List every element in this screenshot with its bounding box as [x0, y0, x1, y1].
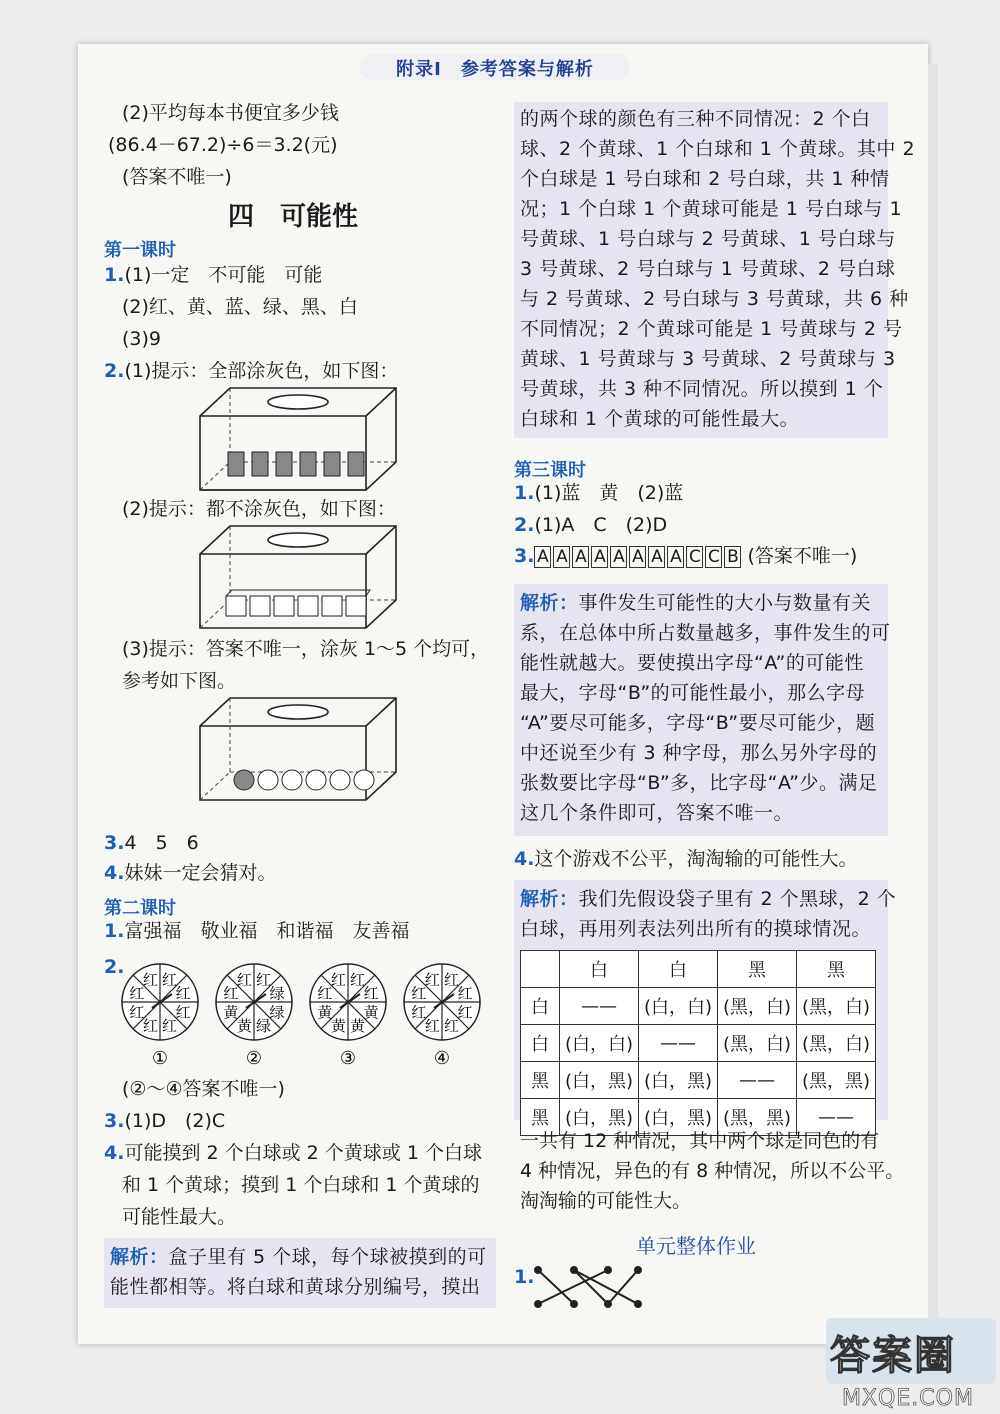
- running-header: [350, 52, 640, 82]
- spinner-figures: [118, 950, 490, 1070]
- answer-text: (1)提示：全部涂灰色，如下图：: [124, 360, 399, 382]
- sector-label: 红: [142, 970, 158, 989]
- question-number: 4.: [514, 848, 535, 870]
- spinner-label: ①: [151, 1048, 169, 1069]
- analysis-line: 张数要比字母“B”多，比字母“A”少。满足: [520, 772, 878, 794]
- question-number: 1.: [104, 920, 125, 942]
- table-cell: (白，黑): [560, 1099, 639, 1136]
- sector-label: 红: [330, 970, 346, 989]
- table-cell: ——: [718, 1062, 797, 1099]
- table-cell: ——: [560, 988, 639, 1025]
- sector-label: 绿: [269, 984, 285, 1003]
- header-title: 附录Ⅰ 参考答案与解析: [396, 59, 594, 80]
- letter-card: A: [553, 546, 570, 568]
- table-cell: (黑，黑): [797, 1062, 876, 1099]
- analysis-label: 解析：: [520, 592, 579, 614]
- answer-line: (86.4－67.2)÷6＝3.2(元): [108, 134, 338, 156]
- answer-text: (1)一定 不可能 可能: [124, 264, 323, 286]
- analysis-label: 解析：: [520, 888, 579, 910]
- spinner: [216, 964, 292, 1069]
- analysis-line: 这几个条件即可，答案不唯一。: [520, 802, 794, 824]
- analysis-line: 的两个球的颜色有三种不同情况：2 个白: [520, 108, 871, 130]
- table-row: [521, 1025, 876, 1062]
- answer-line: (2)提示：都不涂灰色，如下图：: [122, 498, 396, 520]
- answer-line: 参考如下图。: [122, 670, 237, 692]
- sector-label: 红: [424, 1017, 440, 1036]
- sector-label: 红: [223, 984, 239, 1003]
- letter-card: A: [629, 546, 646, 568]
- question-number: 4.: [104, 1142, 125, 1164]
- sector-label: 红: [411, 1003, 427, 1022]
- table-cell: (白，黑): [560, 1062, 639, 1099]
- question-4: [104, 1144, 482, 1163]
- page-edge: [928, 64, 938, 1324]
- answer-text: 富强福 敬业福 和谐福 友善福: [124, 920, 410, 942]
- logo-text: 答案圈: [830, 1333, 956, 1379]
- watermark-logo: [818, 1318, 1000, 1414]
- table-cell: ——: [797, 1099, 876, 1136]
- sector-label: 红: [256, 970, 272, 989]
- question-1: [104, 922, 409, 941]
- question-number: 1.: [514, 1266, 535, 1288]
- table-cell: (黑，白): [718, 988, 797, 1025]
- question-number: 3.: [514, 545, 535, 567]
- sector-label: 红: [424, 970, 440, 989]
- lesson-title: 第二课时: [104, 898, 176, 919]
- question-number: 1.: [104, 264, 125, 286]
- analysis-line: [520, 594, 871, 613]
- sector-label: 红: [175, 1003, 191, 1022]
- question-4: [104, 864, 276, 883]
- letter-card: C: [705, 546, 722, 568]
- analysis-line: 能性就越大。要使摸出字母“A”的可能性: [520, 652, 864, 674]
- section-title: 四 可能性: [228, 202, 359, 232]
- conclusion-line: 一共有 12 种情况，其中两个球是同色的有: [520, 1130, 880, 1152]
- analysis-line: 与 2 号黄球、2 号白球与 3 号黄球，共 6 种: [520, 288, 909, 310]
- box-figure-all-gray: [198, 386, 398, 492]
- sector-label: 红: [129, 1003, 145, 1022]
- question-3: [104, 834, 199, 853]
- outcome-table: [520, 950, 876, 1136]
- question-number: 4.: [104, 862, 125, 884]
- analysis-label: 解析：: [110, 1246, 169, 1268]
- answer-text: 妹妹一定会猜对。: [124, 862, 277, 884]
- sector-label: 黄: [236, 1017, 252, 1036]
- sector-label: 红: [129, 984, 145, 1003]
- answer-text: (1)蓝 黄 (2)蓝: [534, 482, 684, 504]
- question-4: [514, 850, 857, 869]
- letter-card: A: [648, 546, 665, 568]
- letter-card: A: [610, 546, 627, 568]
- answer-text: 可能摸到 2 个白球或 2 个黄球或 1 个白球: [124, 1142, 482, 1164]
- answer-line: 可能性最大。: [122, 1206, 237, 1228]
- letter-card: A: [591, 546, 608, 568]
- analysis-line: 况；1 个白球 1 个黄球可能是 1 号白球与 1: [520, 198, 903, 220]
- lesson-title: 第一课时: [104, 240, 176, 261]
- letter-cards: [534, 545, 743, 567]
- conclusion-line: 淘淘输的可能性大。: [520, 1190, 692, 1212]
- table-cell: (白，黑): [639, 1099, 718, 1136]
- answer-text: 4 5 6: [124, 832, 199, 854]
- spinner-label: ④: [433, 1048, 451, 1069]
- analysis-line: 不同情况；2 个黄球可能是 1 号黄球与 2 号: [520, 318, 903, 340]
- question-number: 3.: [104, 1110, 125, 1132]
- sector-label: 红: [350, 970, 366, 989]
- answer-line: (3)9: [122, 328, 162, 350]
- question-1: [104, 266, 322, 285]
- analysis-line: [520, 890, 896, 909]
- table-cell: 白: [521, 1025, 560, 1062]
- sector-label: 黄: [223, 1003, 239, 1022]
- analysis-line: 系，在总体中所占数量越多，事件发生的可: [520, 622, 891, 644]
- lesson-title: 第三课时: [514, 460, 586, 481]
- table-cell: ——: [639, 1025, 718, 1062]
- question-2: [104, 362, 398, 381]
- question-number: 3.: [104, 832, 125, 854]
- sector-label: 黄: [363, 1003, 379, 1022]
- analysis-text: 盒子里有 5 个球，每个球被摸到的可: [168, 1246, 487, 1268]
- letter-card: C: [686, 546, 703, 568]
- question-number: 2.: [514, 514, 535, 536]
- answer-line: (2)红、黄、蓝、绿、黑、白: [122, 296, 358, 318]
- table-cell: (黑，白): [718, 1025, 797, 1062]
- table-cell: 白: [521, 988, 560, 1025]
- analysis-line: 球、2 个黄球、1 个白球和 1 个黄球。其中 2: [520, 138, 916, 160]
- question-3: [104, 1112, 225, 1131]
- unit-question-1: [514, 1268, 534, 1287]
- analysis-text: 我们先假设袋子里有 2 个黑球，2 个: [578, 888, 897, 910]
- answer-text: (1)D (2)C: [124, 1110, 226, 1132]
- table-cell: (白，白): [560, 1025, 639, 1062]
- table-header-row: [521, 951, 876, 988]
- question-2: [514, 516, 667, 535]
- spinner: [310, 964, 386, 1069]
- answer-note: (答案不唯一): [747, 545, 858, 567]
- letter-card: A: [534, 546, 551, 568]
- answer-text: 这个游戏不公平，淘淘输的可能性大。: [534, 848, 858, 870]
- sector-label: 红: [457, 984, 473, 1003]
- spinner-label: ②: [245, 1048, 263, 1069]
- sector-label: 红: [444, 970, 460, 989]
- box-figure-one-gray: [198, 696, 398, 802]
- sector-label: 绿: [269, 1003, 285, 1022]
- answer-text: (1)A C (2)D: [534, 514, 668, 536]
- answer-line: (②～④答案不唯一): [122, 1078, 285, 1100]
- analysis-line: 个白球是 1 号白球和 2 号白球，共 1 种情: [520, 168, 890, 190]
- table-cell: (黑，白): [797, 1025, 876, 1062]
- answer-line: 和 1 个黄球；摸到 1 个白球和 1 个黄球的: [122, 1174, 480, 1196]
- box-figure-no-gray: [198, 524, 398, 630]
- sector-label: 红: [162, 1017, 178, 1036]
- sector-label: 红: [236, 970, 252, 989]
- question-number: 2.: [104, 360, 125, 382]
- analysis-line: 能性都相等。将白球和黄球分别编号，摸出: [110, 1276, 481, 1298]
- spinner-label: ③: [339, 1048, 357, 1069]
- analysis-line: [110, 1248, 487, 1267]
- spinner: [122, 964, 198, 1069]
- sector-label: 黄: [350, 1017, 366, 1036]
- sector-label: 红: [142, 1017, 158, 1036]
- table-cell: (黑，黑): [718, 1099, 797, 1136]
- sector-label: 绿: [256, 1017, 272, 1036]
- question-number: 2.: [104, 956, 125, 978]
- analysis-line: 号黄球、1 号白球与 2 号黄球、1 号白球与: [520, 228, 896, 250]
- sector-label: 红: [317, 984, 333, 1003]
- letter-card: A: [667, 546, 684, 568]
- table-cell: 黑: [521, 1062, 560, 1099]
- analysis-line: 号黄球，共 3 种不同情况。所以摸到 1 个: [520, 378, 884, 400]
- analysis-line: “A”要尽可能多，字母“B”要尽可能少，题: [520, 712, 876, 734]
- question-number: 1.: [514, 482, 535, 504]
- question-1: [514, 484, 683, 503]
- analysis-line: 3 号黄球、2 号白球与 1 号黄球、2 号白球: [520, 258, 896, 280]
- table-cell: (黑，白): [797, 988, 876, 1025]
- sector-label: 黄: [317, 1003, 333, 1022]
- table-row: [521, 988, 876, 1025]
- table-header-cell: 黑: [797, 951, 876, 988]
- analysis-line: 白球，再用列表法列出所有的摸球情况。: [520, 918, 872, 940]
- question-3: [514, 546, 857, 568]
- answer-line: (3)提示：答案不唯一，涂灰 1～5 个均可，: [122, 638, 490, 660]
- answer-line: (答案不唯一): [122, 166, 232, 188]
- answer-line: (2)平均每本书便宜多少钱: [122, 102, 339, 124]
- unit-title: 单元整体作业: [636, 1234, 756, 1258]
- table-header-cell: 白: [560, 951, 639, 988]
- sector-label: 红: [444, 1017, 460, 1036]
- sector-label: 红: [457, 1003, 473, 1022]
- table-cell: (白，黑): [639, 1062, 718, 1099]
- analysis-line: 中还说至少有 3 种字母，那么另外字母的: [520, 742, 878, 764]
- spinner: [404, 964, 480, 1069]
- matching-lines-figure: [534, 1266, 644, 1310]
- analysis-line: 黄球、1 号黄球与 3 号黄球、2 号黄球与 3: [520, 348, 896, 370]
- conclusion-line: 4 种情况，异色的有 8 种情况，所以不公平。: [520, 1160, 905, 1182]
- table-row: [521, 1062, 876, 1099]
- sector-label: 红: [363, 984, 379, 1003]
- analysis-text: 事件发生可能性的大小与数量有关: [578, 592, 872, 614]
- analysis-line: 最大，字母“B”的可能性最小，那么字母: [520, 682, 866, 704]
- table-header-cell: 白: [639, 951, 718, 988]
- letter-card: B: [724, 546, 741, 568]
- logo-url: MXQE.COM: [842, 1386, 974, 1411]
- sector-label: 红: [162, 970, 178, 989]
- table-cell: 黑: [521, 1099, 560, 1136]
- table-header-cell: [521, 951, 560, 988]
- analysis-line: 白球和 1 个黄球的可能性最大。: [520, 408, 800, 430]
- sector-label: 红: [175, 984, 191, 1003]
- letter-card: A: [572, 546, 589, 568]
- sector-label: 红: [411, 984, 427, 1003]
- table-cell: (白，白): [639, 988, 718, 1025]
- sector-label: 黄: [330, 1017, 346, 1036]
- table-header-cell: 黑: [718, 951, 797, 988]
